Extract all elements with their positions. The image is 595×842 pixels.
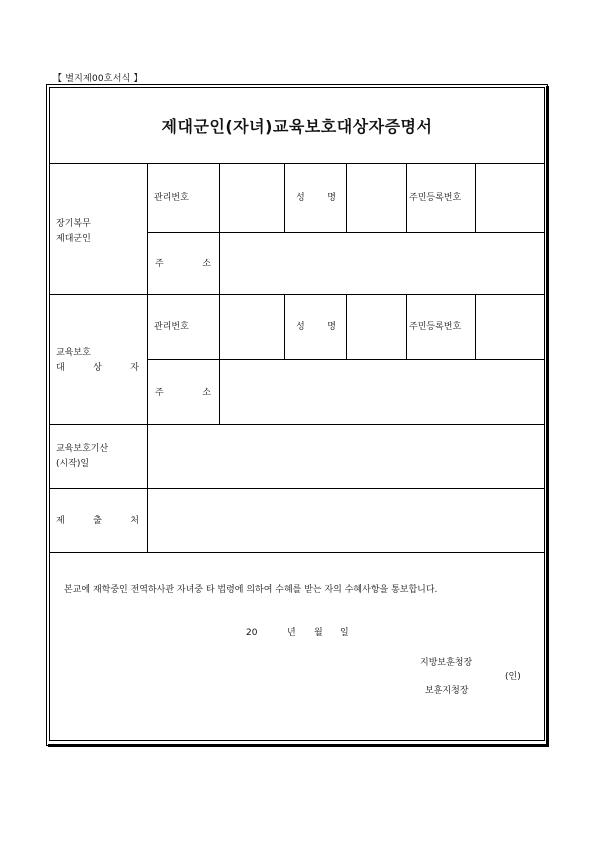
rule-target-c2 [219, 294, 220, 424]
veteran-rrn-label: 주민등록번호 [409, 193, 462, 203]
rule-target-c3 [284, 294, 285, 359]
frame-shadow-right [546, 86, 549, 747]
frame-shadow-bottom [48, 744, 549, 747]
rule-title-bottom [49, 163, 545, 164]
rule-period-bottom [49, 488, 545, 489]
rule-target-bottom [49, 424, 545, 425]
period-label-line2: (시작)일 [56, 459, 90, 469]
statement-text: 본교에 재학중인 전역하사관 자녀중 타 법령에 의하여 수혜를 받는 자의 수혜사항을 통보합니다. [64, 585, 438, 595]
target-row-label-line1: 교육보호 [56, 348, 91, 358]
veteran-row-label-line1: 장기복무 [56, 219, 91, 229]
veteran-row-label-line2: 제대군인 [56, 234, 91, 244]
issuer-line2: 보훈지청장 [425, 686, 469, 696]
rule-submit-bottom [49, 552, 545, 553]
rule-veteran-c3 [284, 163, 285, 232]
rule-target-mid [147, 359, 545, 360]
rule-veteran-mid [147, 232, 545, 233]
target-address-label: 주 소 [155, 388, 211, 398]
form-number-tag: 【 별지제00호서식 】 [53, 74, 143, 84]
rule-veteran-c4 [346, 163, 347, 232]
target-rrn-label: 주민등록번호 [409, 322, 462, 332]
rule-label-column [147, 163, 148, 552]
issuer-line1: 지방보훈청장 [420, 658, 473, 668]
veteran-name-label: 성 명 [296, 193, 336, 203]
date-day-label: 일 [340, 628, 349, 638]
veteran-address-label: 주 소 [155, 259, 211, 269]
rule-veteran-c2 [219, 163, 220, 294]
rule-target-c5 [406, 294, 407, 359]
rule-veteran-c6 [475, 163, 476, 232]
rule-target-c4 [346, 294, 347, 359]
inner-frame [49, 87, 545, 741]
rule-veteran-bottom [49, 294, 545, 295]
target-row-label-line2: 대 상 자 [56, 363, 139, 373]
rule-target-c6 [475, 294, 476, 359]
issuer-seal: (인) [505, 672, 521, 682]
document-title: 제대군인(자녀)교육보호대상자증명서 [161, 117, 433, 136]
target-mgmt-no-label: 관리번호 [154, 322, 189, 332]
target-name-label: 성 명 [296, 322, 336, 332]
veteran-mgmt-no-label: 관리번호 [154, 193, 189, 203]
date-year-label: 년 [287, 628, 296, 638]
date-year-prefix: 20 [246, 628, 258, 638]
date-month-label: 월 [314, 628, 323, 638]
rule-veteran-c5 [406, 163, 407, 232]
period-label-line1: 교육보호기산 [56, 444, 109, 454]
submit-to-label: 제 출 처 [56, 516, 139, 526]
